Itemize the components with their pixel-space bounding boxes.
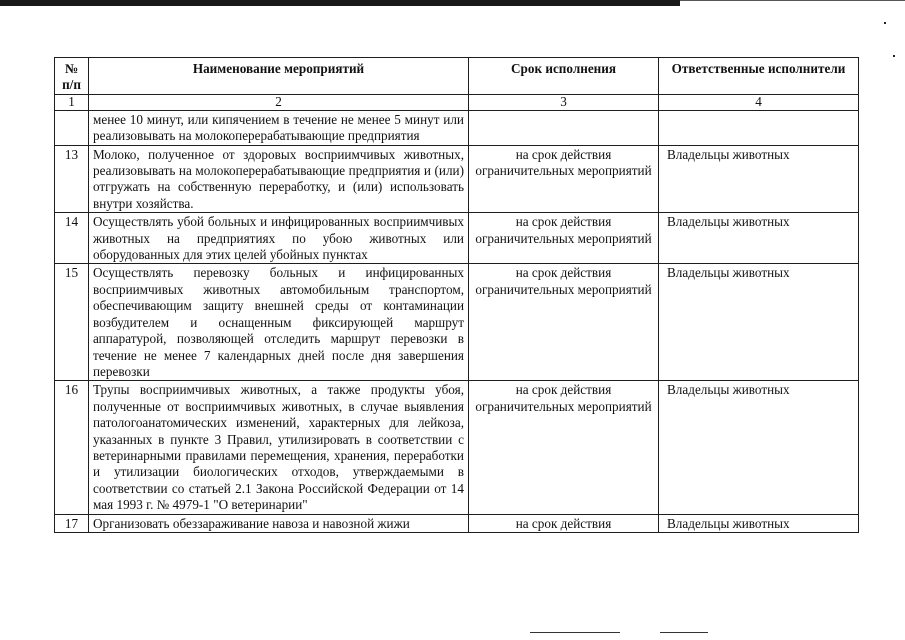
measure-executors: Владельцы животных [659, 213, 859, 264]
measure-name: Осуществлять убой больных и инфицированных восприимчивых животных на предприятиях по убою животных или оборудованных для этих целей убойных пунктах [89, 213, 469, 264]
header-measure-name: Наименование мероприятий [89, 58, 469, 95]
table-header-row [55, 58, 859, 95]
scan-edge-line [680, 0, 905, 1]
measure-executors: Владельцы животных [659, 264, 859, 381]
scan-bottom-line [660, 632, 708, 633]
row-number: 17 [55, 514, 89, 532]
scan-bottom-line [530, 632, 620, 633]
measures-table [54, 57, 859, 533]
scan-edge-bar [0, 0, 680, 6]
measure-term [469, 110, 659, 145]
scan-speck [893, 55, 895, 57]
measure-executors: Владельцы животных [659, 145, 859, 213]
row-number: 13 [55, 145, 89, 213]
measure-name: Осуществлять перевозку больных и инфицированных восприимчивых животных автомобильным транспортом, обеспечивающим защиту внешней среды от контаминации возбудителем и оснащенным фиксирующей маршрут аппаратурой, позволяющей отследить маршрут перевозки в течение не менее 7 календарных дней после дня завершения перевозки [89, 264, 469, 381]
row-number: 16 [55, 381, 89, 514]
table-row [55, 514, 859, 532]
measure-name: Трупы восприимчивых животных, а также продукты убоя, полученные от восприимчивых животных, в случае выявления патологоанатомических изменений, характерных для лейкоза, указанных в пункте 3 Правил, утилизировать в соответствии с ветеринарными правилами перемещения, хранения, переработки и утилизации биологических отходов, утверждаемыми в соответствии со статьей 2.1 Закона Российской Федерации от 14 мая 1993 г. № 4979-1 "О ветеринарии" [89, 381, 469, 514]
measure-executors: Владельцы животных [659, 381, 859, 514]
measure-name: Организовать обеззараживание навоза и навозной жижи [89, 514, 469, 532]
column-number: 2 [89, 94, 469, 110]
row-number [55, 110, 89, 145]
table-row [55, 264, 859, 381]
table-row [55, 145, 859, 213]
scan-speck [884, 22, 886, 24]
table-row-continuation [55, 110, 859, 145]
column-number: 4 [659, 94, 859, 110]
table-row [55, 213, 859, 264]
column-number-row [55, 94, 859, 110]
row-number: 14 [55, 213, 89, 264]
header-term: Срок исполнения [469, 58, 659, 95]
measure-term: на срок действия ограничительных мероприятий [469, 213, 659, 264]
column-number: 3 [469, 94, 659, 110]
table-row [55, 381, 859, 514]
column-number: 1 [55, 94, 89, 110]
header-executors: Ответственные исполнители [659, 58, 859, 95]
header-number: № п/п [55, 58, 89, 95]
measure-term: на срок действия ограничительных мероприятий [469, 381, 659, 514]
measure-term: на срок действия [469, 514, 659, 532]
measure-executors [659, 110, 859, 145]
measure-name: менее 10 минут, или кипячением в течение не менее 5 минут или реализовывать на молокоперерабатывающие предприятия [89, 110, 469, 145]
measure-term: на срок действия ограничительных мероприятий [469, 264, 659, 381]
row-number: 15 [55, 264, 89, 381]
measure-executors: Владельцы животных [659, 514, 859, 532]
measure-name: Молоко, полученное от здоровых восприимчивых животных, реализовывать на молокоперерабатывающие предприятия и (или) отгружать на собственную переработку, и (или) использовать внутри хозяйства. [89, 145, 469, 213]
measure-term: на срок действия ограничительных мероприятий [469, 145, 659, 213]
